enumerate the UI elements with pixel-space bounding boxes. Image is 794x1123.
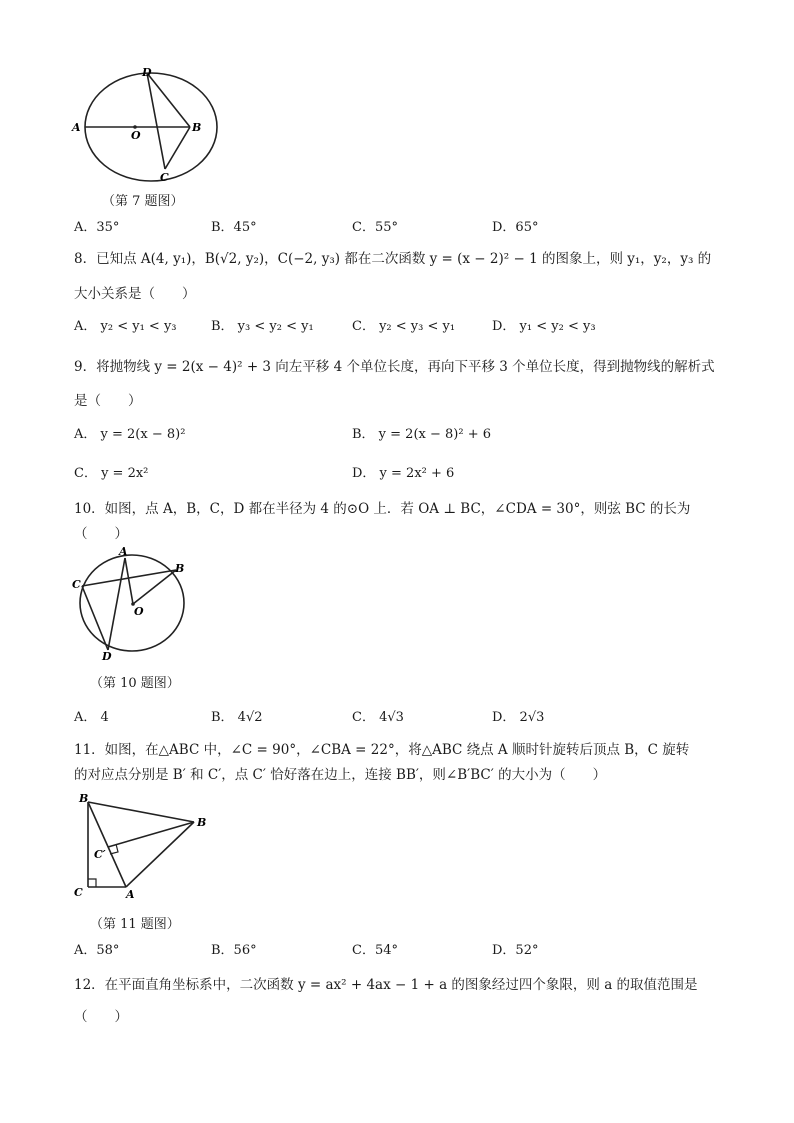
fig10-label-B: B <box>175 562 185 575</box>
q11-stem-line1: 11．如图，在△ABC 中，∠C = 90°，∠CBA = 22°，将△ABC 绕点 A 顺时针旋转后顶点 B，C 旋转 <box>74 742 690 758</box>
q11-stem-line2: 的对应点分别是 B′ 和 C′，点 C′ 恰好落在边上，连接 BB′，则∠B′BC′ 的大小为（ ） <box>74 767 607 783</box>
figure-11-caption: （第 11 题图） <box>90 917 180 932</box>
q8-stem-line2: 大小关系是（ ） <box>74 286 196 302</box>
q7-option-b[interactable]: B．45° <box>211 220 257 235</box>
q7-option-a[interactable]: A．35° <box>74 220 120 235</box>
q8-stem-line1: 8．已知点 A(4, y₁)，B(√2, y₂)，C(−2, y₃) 都在二次函数 y = (x − 2)² − 1 的图象上，则 y₁，y₂，y₃ 的 <box>74 251 712 267</box>
q10-option-a[interactable]: A． 4 <box>74 710 109 725</box>
figure-7-circle-diagram <box>66 64 226 186</box>
q9-option-c[interactable]: C． y = 2x² <box>74 466 149 481</box>
figure-10-caption: （第 10 题图） <box>90 676 180 691</box>
figure-7-caption: （第 7 题图） <box>102 194 184 209</box>
q7-option-d[interactable]: D．65° <box>492 220 539 235</box>
q12-stem-line2: （ ） <box>74 1009 128 1025</box>
q9-option-b[interactable]: B． y = 2(x − 8)² + 6 <box>352 427 492 442</box>
fig11-label-A: A <box>126 888 135 901</box>
q11-option-b[interactable]: B．56° <box>211 943 257 958</box>
q8-option-d[interactable]: D． y₁ < y₂ < y₃ <box>492 319 596 334</box>
q7-option-c[interactable]: C．55° <box>352 220 398 235</box>
q9-stem-line2: 是（ ） <box>74 393 142 409</box>
q9-option-a[interactable]: A． y = 2(x − 8)² <box>74 427 186 442</box>
q10-stem-line2: （ ） <box>74 526 128 542</box>
q11-option-c[interactable]: C．54° <box>352 943 398 958</box>
fig7-label-O: O <box>131 129 141 142</box>
q8-option-a[interactable]: A． y₂ < y₁ < y₃ <box>74 319 177 334</box>
q11-option-d[interactable]: D．52° <box>492 943 539 958</box>
fig11-label-B: B <box>79 792 89 805</box>
q8-option-b[interactable]: B． y₃ < y₂ < y₁ <box>211 319 314 334</box>
q12-stem-line1: 12．在平面直角坐标系中，二次函数 y = ax² + 4ax − 1 + a 的图象经过四个象限，则 a 的取值范围是 <box>74 977 698 993</box>
q8-option-c[interactable]: C． y₂ < y₃ < y₁ <box>352 319 456 334</box>
figure-11-triangle-diagram <box>70 790 220 906</box>
fig10-label-A: A <box>119 545 128 558</box>
q9-stem-line1: 9．将抛物线 y = 2(x − 4)² + 3 向左平移 4 个单位长度，再向下平移 3 个单位长度，得到抛物线的解析式 <box>74 359 715 375</box>
fig11-label-C-prime: C′ <box>94 848 106 861</box>
fig7-label-C: C <box>160 171 169 184</box>
q10-option-b[interactable]: B． 4√2 <box>211 710 263 725</box>
fig11-label-B-prime: B <box>197 816 207 829</box>
fig10-label-O: O <box>134 605 144 618</box>
fig11-label-C: C <box>74 886 83 899</box>
q9-option-d[interactable]: D． y = 2x² + 6 <box>352 466 455 481</box>
q11-option-a[interactable]: A．58° <box>74 943 120 958</box>
fig7-label-A: A <box>72 121 81 134</box>
figure-10-circle-diagram <box>66 544 196 662</box>
fig7-label-D: D <box>142 66 152 79</box>
q10-option-d[interactable]: D． 2√3 <box>492 710 545 725</box>
q10-stem-line1: 10．如图，点 A，B，C，D 都在半径为 4 的⊙O 上．若 OA ⊥ BC，∠CDA = 30°，则弦 BC 的长为 <box>74 501 691 517</box>
fig7-label-B: B <box>192 121 202 134</box>
fig10-label-D: D <box>102 650 112 662</box>
q10-option-c[interactable]: C． 4√3 <box>352 710 404 725</box>
fig10-label-C: C <box>72 578 81 591</box>
